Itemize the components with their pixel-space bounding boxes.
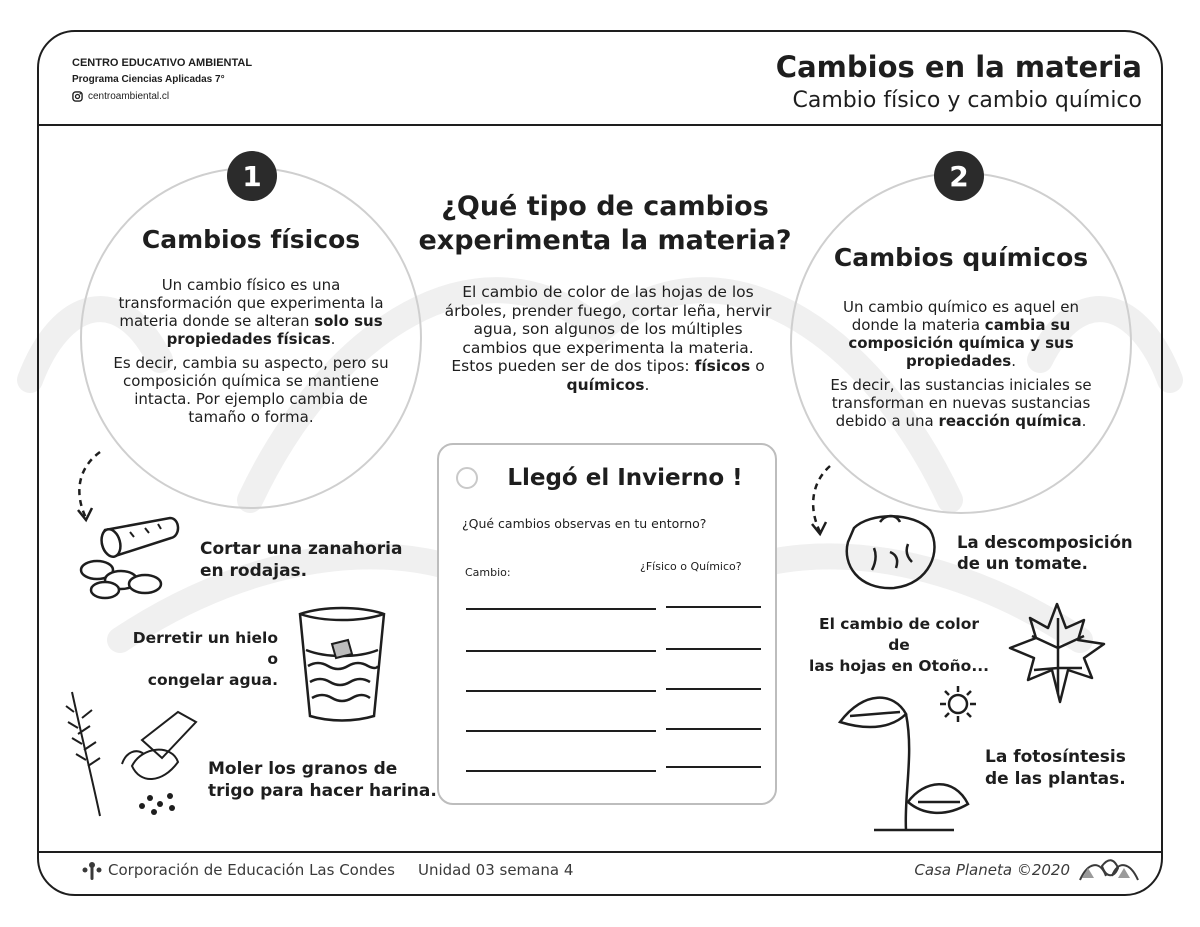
example-carrot-caption: Cortar una zanahoria en rodajas. [200,539,403,581]
center-heading [410,190,800,258]
section-number-1: 1 [227,151,277,201]
maple-leaf-icon [1002,598,1112,708]
chemical-description: Un cambio químico es aquel en donde la materia cambia su composición química y sus propiedades. Es decir, las sustancias iniciales se transforman en nuevas sustancias debido a una reacción química. [830,298,1092,430]
physical-p2: Es decir, cambia su aspecto, pero su composición química se mantiene intacta. Por ejemplo cambia de tamaño o forma. [113,354,389,426]
answer-line[interactable] [666,728,761,730]
center-intro-text: El cambio de color de las hojas de los árboles, prender fuego, cortar leña, hervir agua, son algunos de los múltiples cambios que experimenta la materia. Estos pueden ser de dos tipos: [444,283,772,375]
example-leaves-caption: El cambio de color de las hojas en Otoño... [809,615,989,675]
answer-line[interactable] [666,606,761,608]
center-intro: El cambio de color de las hojas de los árboles, prender fuego, cortar leña, hervir agua, son algunos de los múltiples cambios que experimenta la materia. Estos pueden ser de dos tipos: físicos o químicos. [444,283,772,394]
program-name: Programa Ciencias Aplicadas 7° [72,74,225,85]
example-ice-caption: Derretir un hielo o congelar agua. [132,629,278,689]
example-plant-caption: La fotosíntesis de las plantas. [985,747,1126,789]
footer-unit: Unidad 03 semana 4 [418,861,574,879]
answer-lines [466,598,766,788]
physical-p1-bold: solo sus propiedades físicas [166,312,383,348]
curved-arrow-icon-2 [800,462,840,542]
carrot-icon [75,512,185,600]
chemical-p2-bold: reacción química [938,412,1082,430]
answer-line[interactable] [666,688,761,690]
footer-org: Corporación de Educación Las Condes [108,861,395,879]
example-tomato-caption: La descomposición de un tomate. [957,533,1133,573]
casa-planeta-logo-icon [1078,858,1140,884]
answer-line[interactable] [666,766,761,768]
center-heading-line1: ¿Qué tipo de cambios [441,191,769,222]
section-number-2: 2 [934,151,984,201]
card-title: Llegó el Invierno ! [507,465,743,491]
answer-line[interactable] [466,608,656,610]
page-title: Cambios en la materia [775,50,1142,84]
page-subtitle: Cambio físico y cambio químico [792,88,1142,113]
answer-line[interactable] [466,650,656,652]
glass-of-water-icon [294,604,390,724]
chemical-title: Cambios químicos [833,243,1089,272]
physical-description: Un cambio físico es una transformación que experimenta la materia donde se alteran solo sus propiedades físicas. Es decir, cambia su aspecto, pero su composición química se mantiene intacta. Por ejemplo cambia de tamaño o forma. [110,276,392,432]
chemical-p1: Un cambio químico es aquel en donde la materia [842,298,1080,334]
social-handle[interactable] [72,91,169,102]
instagram-icon [72,91,83,102]
corporation-logo-icon [82,861,102,881]
card-question: ¿Qué cambios observas en tu entorno? [462,516,707,531]
physical-title: Cambios físicos [141,225,361,254]
col-change-label: Cambio: [465,566,511,579]
rotten-tomato-icon [840,508,940,592]
type-chemical: químicos [566,375,645,394]
wheat-icon [62,688,212,818]
header-divider [38,124,1162,126]
answer-line[interactable] [466,730,656,732]
example-wheat-caption: Moler los granos de trigo para hacer harina. [208,759,437,801]
center-heading-line2: experimenta la materia? [418,225,792,256]
footer-credit: Casa Planeta ©2020 [914,861,1070,879]
footer-divider [38,851,1162,853]
answer-line[interactable] [666,648,761,650]
col-type-label: ¿Físico o Químico? [640,560,742,573]
answer-line[interactable] [466,770,656,772]
social-label: centroambiental.cl [88,91,170,102]
answer-line[interactable] [466,690,656,692]
chemical-p1-bold: cambia su composición química y sus propiedades [848,316,1074,370]
physical-p1: Un cambio físico es una transformación que experimenta la materia donde se alteran [118,276,384,330]
chemical-p2: Es decir, las sustancias iniciales se transforman en nuevas sustancias debido a una [830,376,1092,430]
card-hole-icon [456,467,478,489]
type-physical: físicos [694,357,751,375]
plant-sun-icon [834,684,994,832]
org-name: CENTRO EDUCATIVO AMBIENTAL [72,57,253,69]
